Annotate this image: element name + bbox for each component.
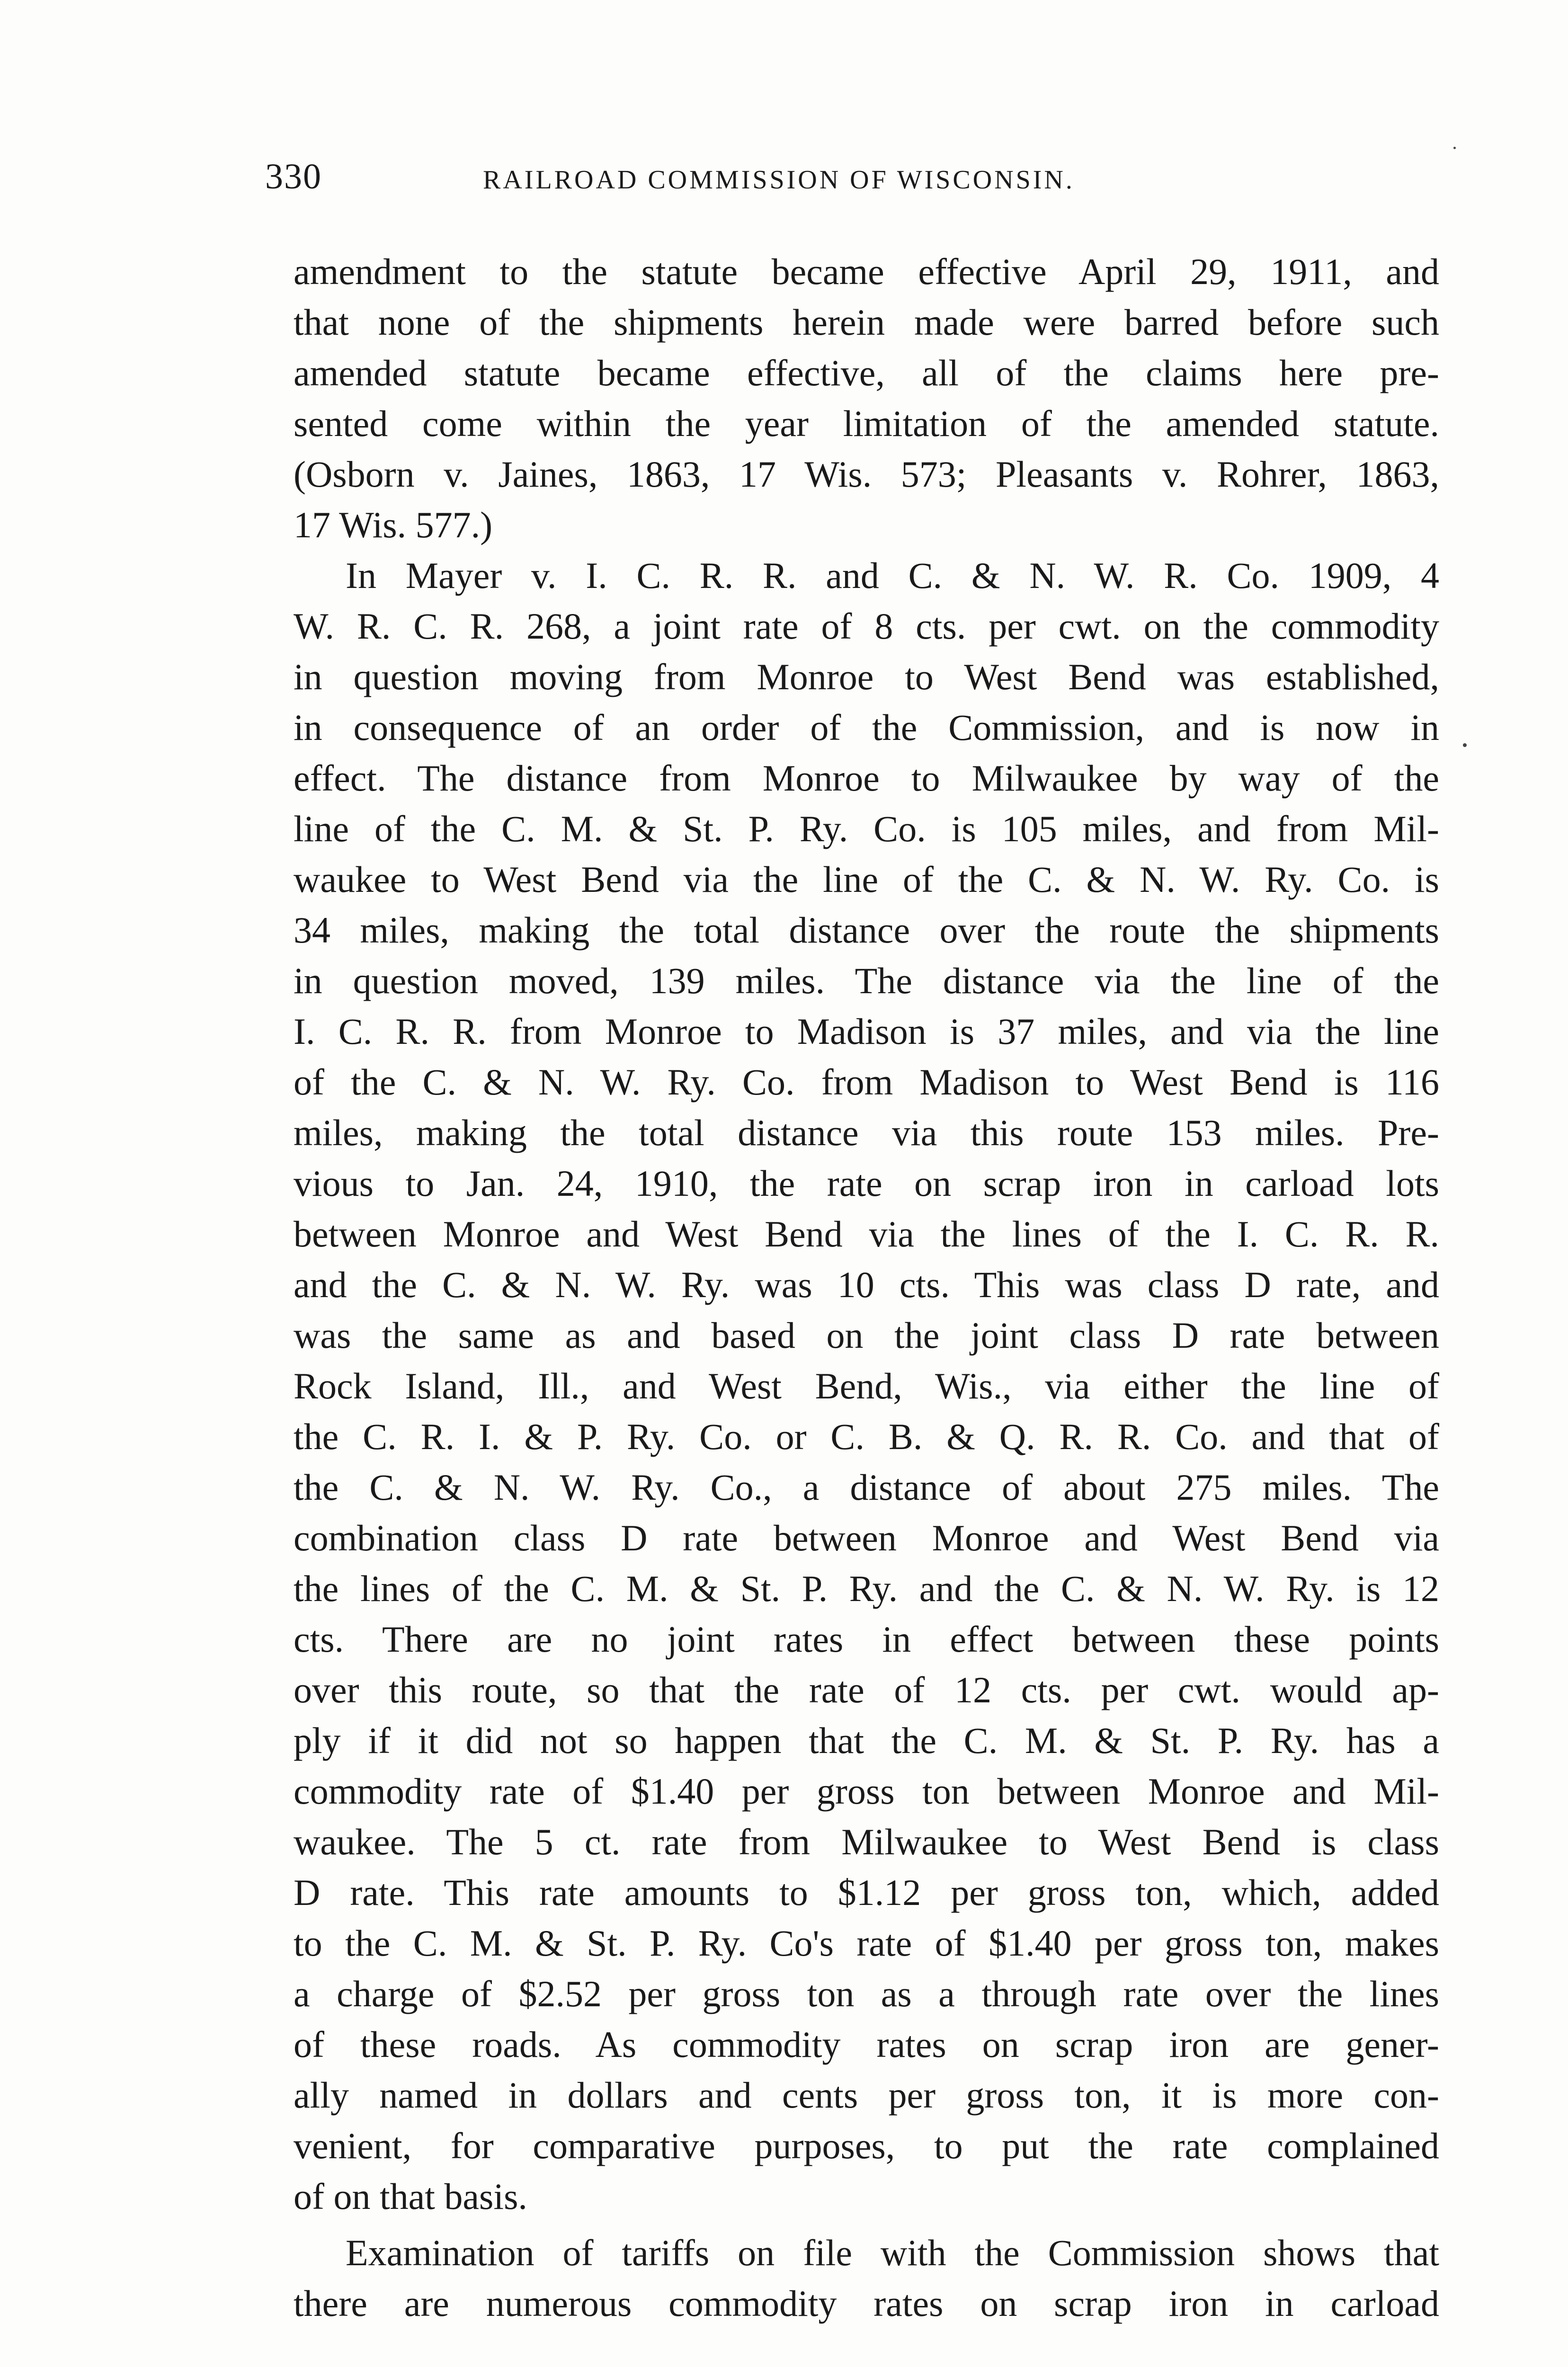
text-line: I. C. R. R. from Monroe to Madison is 37 miles, and via the line <box>294 1011 1439 1052</box>
text-line: in question moving from Monroe to West Bend was established, <box>294 656 1439 697</box>
text-line: sented come within the year limitation of the amended statute. <box>294 403 1439 444</box>
text-line: over this route, so that the rate of 12 cts. per cwt. would ap- <box>294 1669 1439 1710</box>
text-line: of the C. & N. W. Ry. Co. from Madison to West Bend is 116 <box>294 1061 1439 1103</box>
text-line: amendment to the statute became effective April 29, 1911, and <box>294 251 1439 292</box>
text-line: 34 miles, making the total distance over the route the shipments <box>294 909 1439 951</box>
text-line: there are numerous commodity rates on scrap iron in carload <box>294 2283 1439 2324</box>
text-line: line of the C. M. & St. P. Ry. Co. is 105 miles, and from Mil- <box>294 808 1439 849</box>
text-line: waukee. The 5 ct. rate from Milwaukee to West Bend is class <box>294 1821 1439 1862</box>
text-line: amended statute became effective, all of the claims here pre- <box>294 352 1439 393</box>
text-line: combination class D rate between Monroe and West Bend via <box>294 1517 1439 1558</box>
text-line: waukee to West Bend via the line of the C. & N. W. Ry. Co. is <box>294 859 1439 900</box>
text-line: ally named in dollars and cents per gross ton, it is more con- <box>294 2074 1439 2116</box>
text-line: of on that basis. <box>294 2176 527 2217</box>
text-line: in question moved, 139 miles. The distance via the line of the <box>294 960 1439 1001</box>
text-line: between Monroe and West Bend via the lines of the I. C. R. R. <box>294 1213 1439 1255</box>
text-line: the C. & N. W. Ry. Co., a distance of about 275 miles. The <box>294 1467 1439 1508</box>
text-line: D rate. This rate amounts to $1.12 per gross ton, which, added <box>294 1872 1439 1913</box>
text-line: Examination of tariffs on file with the Commission shows that <box>346 2232 1439 2273</box>
text-line: a charge of $2.52 per gross ton as a through rate over the lines <box>294 1973 1439 2014</box>
paragraph-gap <box>294 2222 1439 2227</box>
text-line: commodity rate of $1.40 per gross ton between Monroe and Mil- <box>294 1771 1439 1812</box>
text-line: Rock Island, Ill., and West Bend, Wis., via either the line of <box>294 1365 1439 1406</box>
text-line: in consequence of an order of the Commission, and is now in <box>294 707 1439 748</box>
text-line: the C. R. I. & P. Ry. Co. or C. B. & Q. R. R. Co. and that of <box>294 1416 1439 1457</box>
text-line: the lines of the C. M. & St. P. Ry. and the C. & N. W. Ry. is 12 <box>294 1568 1439 1609</box>
text-line: cts. There are no joint rates in effect between these points <box>294 1619 1439 1660</box>
text-line: miles, making the total distance via this route 153 miles. Pre- <box>294 1112 1439 1153</box>
text-line: and the C. & N. W. Ry. was 10 cts. This was class D rate, and <box>294 1264 1439 1305</box>
text-line: of these roads. As commodity rates on scrap iron are gener- <box>294 2024 1439 2065</box>
scan-speck <box>1453 147 1456 149</box>
scan-speck <box>1463 743 1467 747</box>
page-number: 330 <box>265 157 322 196</box>
text-line: (Osborn v. Jaines, 1863, 17 Wis. 573; Pleasants v. Rohrer, 1863, <box>294 454 1439 495</box>
text-line: to the C. M. & St. P. Ry. Co's rate of $1.40 per gross ton, makes <box>294 1922 1439 1964</box>
page-header <box>265 151 1449 208</box>
text-line: vious to Jan. 24, 1910, the rate on scrap iron in carload lots <box>294 1163 1439 1204</box>
text-line: that none of the shipments herein made were barred before such <box>294 302 1439 343</box>
text-line: was the same as and based on the joint class D rate between <box>294 1315 1439 1356</box>
body-text <box>294 246 1439 2329</box>
running-head: RAILROAD COMMISSION OF WISCONSIN. <box>483 165 1075 195</box>
text-line: In Mayer v. I. C. R. R. and C. & N. W. R. Co. 1909, 4 <box>346 555 1439 596</box>
text-line: venient, for comparative purposes, to put the rate complained <box>294 2125 1439 2166</box>
text-line: effect. The distance from Monroe to Milwaukee by way of the <box>294 757 1439 799</box>
text-line: W. R. C. R. 268, a joint rate of 8 cts. per cwt. on the commodity <box>294 605 1439 647</box>
text-line: ply if it did not so happen that the C. M. & St. P. Ry. has a <box>294 1720 1439 1761</box>
text-line: 17 Wis. 577.) <box>294 504 493 545</box>
